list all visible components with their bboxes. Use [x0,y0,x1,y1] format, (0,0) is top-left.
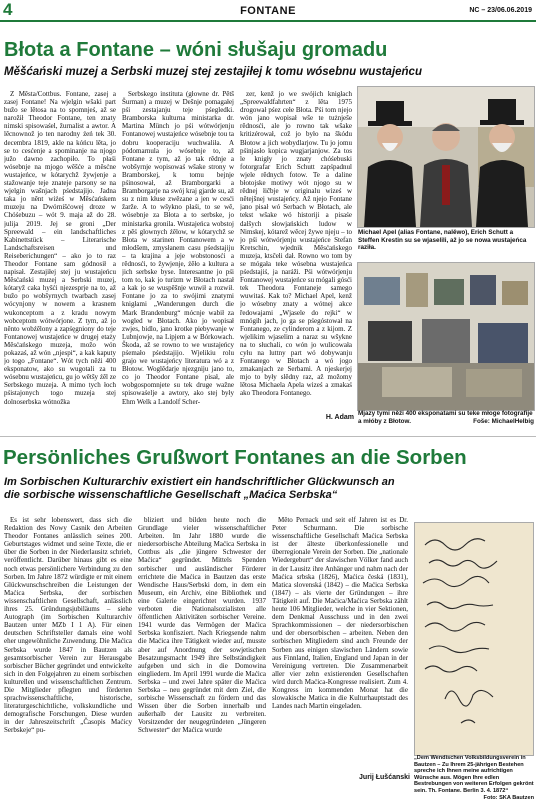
article2-column-1 [4,516,132,782]
article2-col3-text: Měto Pernack und seit elf Jahren ist es Dr. Peter Schurmann. Die sorbische wissenschaftliche Gesellschaft Maćica Serbska ist der älteste überkonfessionelle und überregionale Verein der Sorben. Die „nationale Wiedergeburt“ der slawischen Völker fand auch in der Lausitz ihre Anhänger und nahm nach der Maćica srbska (1826), Maćica česká (1831), Matica slovenská (1842) – die Maćica Serbska (1847) – als vierte der Gründungen – ihre Tätigkeit auf. Die Maćica/Maćica Serbska zählt heute 106 Mitglieder, welche in vier Sektionen, dem Denkmal Ausschuss und in den zwei Sprachkommissionen – der niedersorbischen und der obersorbischen – arbeiten. Neben den sorbischen Mitgliedern sind auch Freunde der Sorben aus einigen slawischen Ländern sowie aus Finnland, Italien, England und Japan in der Vereinigung vertreten. Die Zusammenarbeit aller vier zehn existierenden Gesellschaften wird durch Maćica-Kongresse realisiert. Zum 4. Kongress im kommenden Monat hat die slowakische Matica in die Kulturhauptstadt des Landes nach Martin eingeladen. [272,516,408,711]
article1-col2-text: Serbskego instituta (głowne dr. Pětš Šurman) a muzej w Dešnje pomagałej pśi zestajanju teje pśegledki. Bramborska kulturna ministarka dr. Martina Münch jo pśi wótwórjenju Fontanowej wustajeńce wósebnje tou ta dobru kooperaciju wuchwaliła. A pódomarnula jo wósebnje to, až Fontane z tym, až jo tak rědnje a wobšyrnje wopisowaś wšake strony w Bramborskej, k tomu bejnje pśinosował, až Bramborgarki a Bramborgarje na swój kraj gjarde su, až su z nim kłuse zwězane a jen w cesći žarže. A to wšykno płaśi, to se wě, wósebnje za Błota a to serbske, jo ministarka gronila. Wustajeńca wobstoj z pěś glownych źělow, w kótarychž se Błota w starinen Fontanowem a w młodšem, zmysłanem casu pśedstajiju – ta krajina a jeje wobstonosći a rědnosći, to žywjenje, źěło a kultura a jich serbske byse. Interesantne jo pśi tom to, kak jo turizm w Błotach nastał a kak jo se wuspěšnje wuwił a rozwił. Fontane jo za to swójimi znatymi knigłami „Wanderungen durch die Mark Brandenburg“ mócnje wabił za wogled w Błotach. Ako jo wopisał zwjes, bidlo, jano krotke piebywanje w Lubnjowje, na Lipjem a w Bórkowach. Škoda, až se rowno to we wustajeńcy pśemało pśedstajijo. Wjelikiu rolu grajo we wustajeńcy literatura wó a z Błotow. Woglědarje njezgniju jano to, co jo Theodor Fontane pisał, ale wobgospomnjete su tek druge wažne spisowaśelje a awtory, ako stej były Ehm Welk a Landolf Scher- [122,90,234,406]
article1-col1-text: Z Města/Cottbus. Fontane, zasej a zasej Fontane! Na wjelgin wšaki part bužo se lětosa na to spomnjeś, až se narožił Theodor Fontane, ten znaty nimski spisowaśel, žurnalist a awtor. A lěcnownož jo ten narodny źeń tek 30. decembra 1819, akle na kóńcu lěta, jo se to cesćenje a spominanje na njogo južo dawno zachopiło. To płaśi wósebnje na mjogo wěšće a měsćne wustajeńce, w kótarychž žywjenje a stažowanje teje znateje parsony se na wjelgin wašnjach pśedstajijo. Jadna taka jo něnt wiźeś w Měsćańskem muzeju na Dwórnišćowej droze w Chóśebuzu – wót 9. maja až do 28. julija 2019. Jej se groni „Der Spreewald – ein landschaftliches Kabinettstück – Literarische Landschaftsreisen und Reiseberichungen“ – ako jo to raz Theodor Fontane sam gódnosił a napisał. Zestajiłej stej ju wustajeńcu Měsćański muzej a Serbski muzej, kótaryž caka hyšći njezesprje na to, až bužo po wobšyrnych twarbach zasej wócynjony w nowem a krasnem wukonceptom a z kradu nowym wobceptom wótwórjone. Z tym, až jo něnto wobźělony a zapśęgniony do teje Fontanowej wustajeńce w drugej etaży Měsćańskego muzeja, možo wón pokazaś, až wón „njespi“, a kak kaputy jo togo „Fontane“. Wót tych něźi 400 eksponatow, ako su wugotali za tu wósebnu wustajeńcu, gu jo wětšy źěl ze Serbskego muzeja. A mimo tych łoch pśistajonych togo muzeja stej dolnoserbska wótnožka [4,90,116,406]
photo2-caption [358,410,534,425]
photo3-credit: Foto: SKA Bautzen [483,794,534,801]
article2-subheadline: Im Sorbischen Kulturarchiv existiert ein handschriftlicher Glückwunsch an die sorbische wissenschaftliche Gesellschaft „Maćica Serbska“ [4,476,395,501]
photo2-caption-text: Mjazy tymi něźi 400 eksponatami su teke młoge fotografije a młóby z Błotow. [358,410,533,425]
article2-col1-text: Es ist sehr lobenswert, dass sich die Redaktion des Nowy Casnik den Arbeiten Theodor Fontanes anlässlich seines 200. Geburtstages widmet und seine Texte, die er über die Sorben in der Niederlausitz schrieb, veröffentlicht. Darüber hinaus gibt es eine noch etwas persönlichere Verbindung zu den Sorben. Im Jahre 1872 würdigte er mit einem Glückwunschschreiben die Leistungen der Maćica Serbska, der sorbischen wissenschaftlichen Gesellschaft, anlässlich ihres 25. Gründungsjubiläums – siehe Autograph (im Sorbischen Kulturarchiv Bautzen unter MZb I 1 A). Für einen deutschen Schriftsteller damals eine wohl eher ungewöhnliche Zuwendung. Die Maćica Serbska wurde 1847 in Bautzen als gesamtsorbischer Verein zur Herausgabe sorbischer Bücher gegründet und entwickelte sich in den Folgejahren zu einem sorbischen kulturellen und wissenschaftlichen Zentrum. Die Mitglieder pflegten und förderten sprachwissenschaftliche, historische, literaturgeschichtliche, volkskundliche und demografische Forschungen. Diese wurden in der Jahreszeitschrift „Časopis Maćicy Serbskeje“ pu- [4,516,132,735]
article2-column-3 [272,516,408,772]
photo-handwritten-letter [414,522,534,756]
article2-author: Jurij Łušćanski [359,774,410,781]
article-separator [0,436,536,437]
article1-column-1 [4,90,116,430]
photo-exhibition [357,262,535,411]
article2-headline: Persönliches Grußwort Fontanes an die Sorben [3,446,467,469]
photo1-caption: Michael Apel (alias Fontane, nalěwo), Erich Schutt a Steffen Krestin su se wjaselili, až jo se nowa wustajeńca raziła. [358,229,527,252]
article1-column-3 [240,90,352,415]
photo-three-men [357,86,535,228]
header-rule [0,20,536,22]
article1-subheadline: Měšćański muzej a Serbski muzej stej zestajiłej k tomu wósebnu wustajeńcu [4,66,422,78]
article1-col3-text: zer, kenž jo we swójich knigłach „Spreewaldfahrten“ z lěta 1975 drogował pśez cełe Błota. Pśi tom njejo wón jano wopisał wše te tużnješe rědnosći, ale jo rowno tak wšake kritizérował, což jo było na škódu Błotow a jich wobydlarjow. Tu jo jomu pśinjasło kopica wugjarjanjow. Za tos le knigły jo znaty chóśebuski fotorgrafar Erich Schutt zapśpadnul wjele rědnych fotow. Te a daline błotojske motiwy wót njogo su w rědnej łičbje w originalu wiześ w nětejšnej wustajeńcy. Až njejo Fontane jano pisał wó Serbach w Błotach, ale tekst wšake wó historiji a pisaśe dalšych słowjańskich ludow w Nimskej, kótarež wěcej žywe njeju – to jo pśi wótwórjenju wustajeńce Stefan Kretschin, wjednik Měsćańskego muzeja, ktsčeli dał. Rowno wo tom by se mógała teke wósebna wustajeńca pśedstajiś, ja naráži. Pśi wótwórjenju Fontanowej wustajeńce su mógali gósći tek Theodora Fontaneje samego wuwitaś. Kak to? Michael Apel, kenž jo wósebny znaty a wótnej akce ředowajami „Wjasele do rejki“ w mnógih jach, jo ga se pśegóstował na Fontanego, ze cylinderom a z kijom. Z wjelikim wjaselim a naraz su wšykne na to słuchali, co wón jo wulicowała cyłu na luttny part wó dobywanju Fontanego w Błotach a wó jogo zmakanjach ze Serbami. A njeskerjej mjo to były slědny raz, až možomy lětosa Michaela Apela wiześ a zmakaś ako Theodora Fontanego. [240,90,352,398]
section-title: FONTANE [240,5,296,17]
photo2-credit: Foše: MichaelHelbig [473,417,534,425]
issue-label: NC – 23/06.06.2019 [469,7,532,14]
article2-column-2 [138,516,266,782]
article1-headline: Błota a Fontane – wóni słušaju gromadu [4,39,388,61]
article2-col2-text: bliziert und bilden heute noch die Grundlage vieler wissenschaftlicher Arbeiten. Im Jahr 1880 wurde die niedersorbische Abteilung Maćica Serbska in Cottbus als „die jüngere Schwester der Maćica“ gegründet. Mittels Spenden sorbischer und ausländischer Förderer errichtete die Maćica in Bautzen das erste Wendische Haus/Serbski dom, in dem ein Museum, ein Archiv, eine Bibliothek und eine Galerie eingerichtet wurden. 1937 verboten die Nationalsozialisten alle öffentlichen Aktivitäten sorbischer Vereine. 1941 wurde das Vermögen der Maćica Serbska konfisziert. Nach Kriegsende nahm die Maćica ihre Tätigkeit wieder auf, musste aber auf Anordnung der sowjetischen Besatzungsmacht 1949 ihre Selbständigkeit aufgeben und sich in die Domowina eingliedern. Im April 1991 wurde die Maćica Serbska – und zwei Jahre später die Maćica Serbska – neu gegründet mit dem Ziel, die sorbische Wissenschaft zu fördern und das Wissen über die Sorben innerhalb und außerhalb der Lausitz zu verbreiten. Vorsitzender der neugegründeten „Jüngeren Schwester“ der Maćica wurde [138,516,266,735]
page-number: 4 [3,0,13,19]
article1-author: H. Adam [325,414,354,421]
photo3-caption [414,755,534,801]
article1-column-2 [122,90,234,420]
photo3-caption-text: „Dem Wendischen Volksbildungsverein in Bautzen – Zu Ihrem 25-jährigen Bestehen spreche ich Ihnen meine aufrichtigen Wünsche aus. Mögen Ihre edlen Bestrebungen von weiteren Erfolgen gekrönt sein. Th. Fontane. Berlin 3. 4. 1872“ [414,755,534,794]
